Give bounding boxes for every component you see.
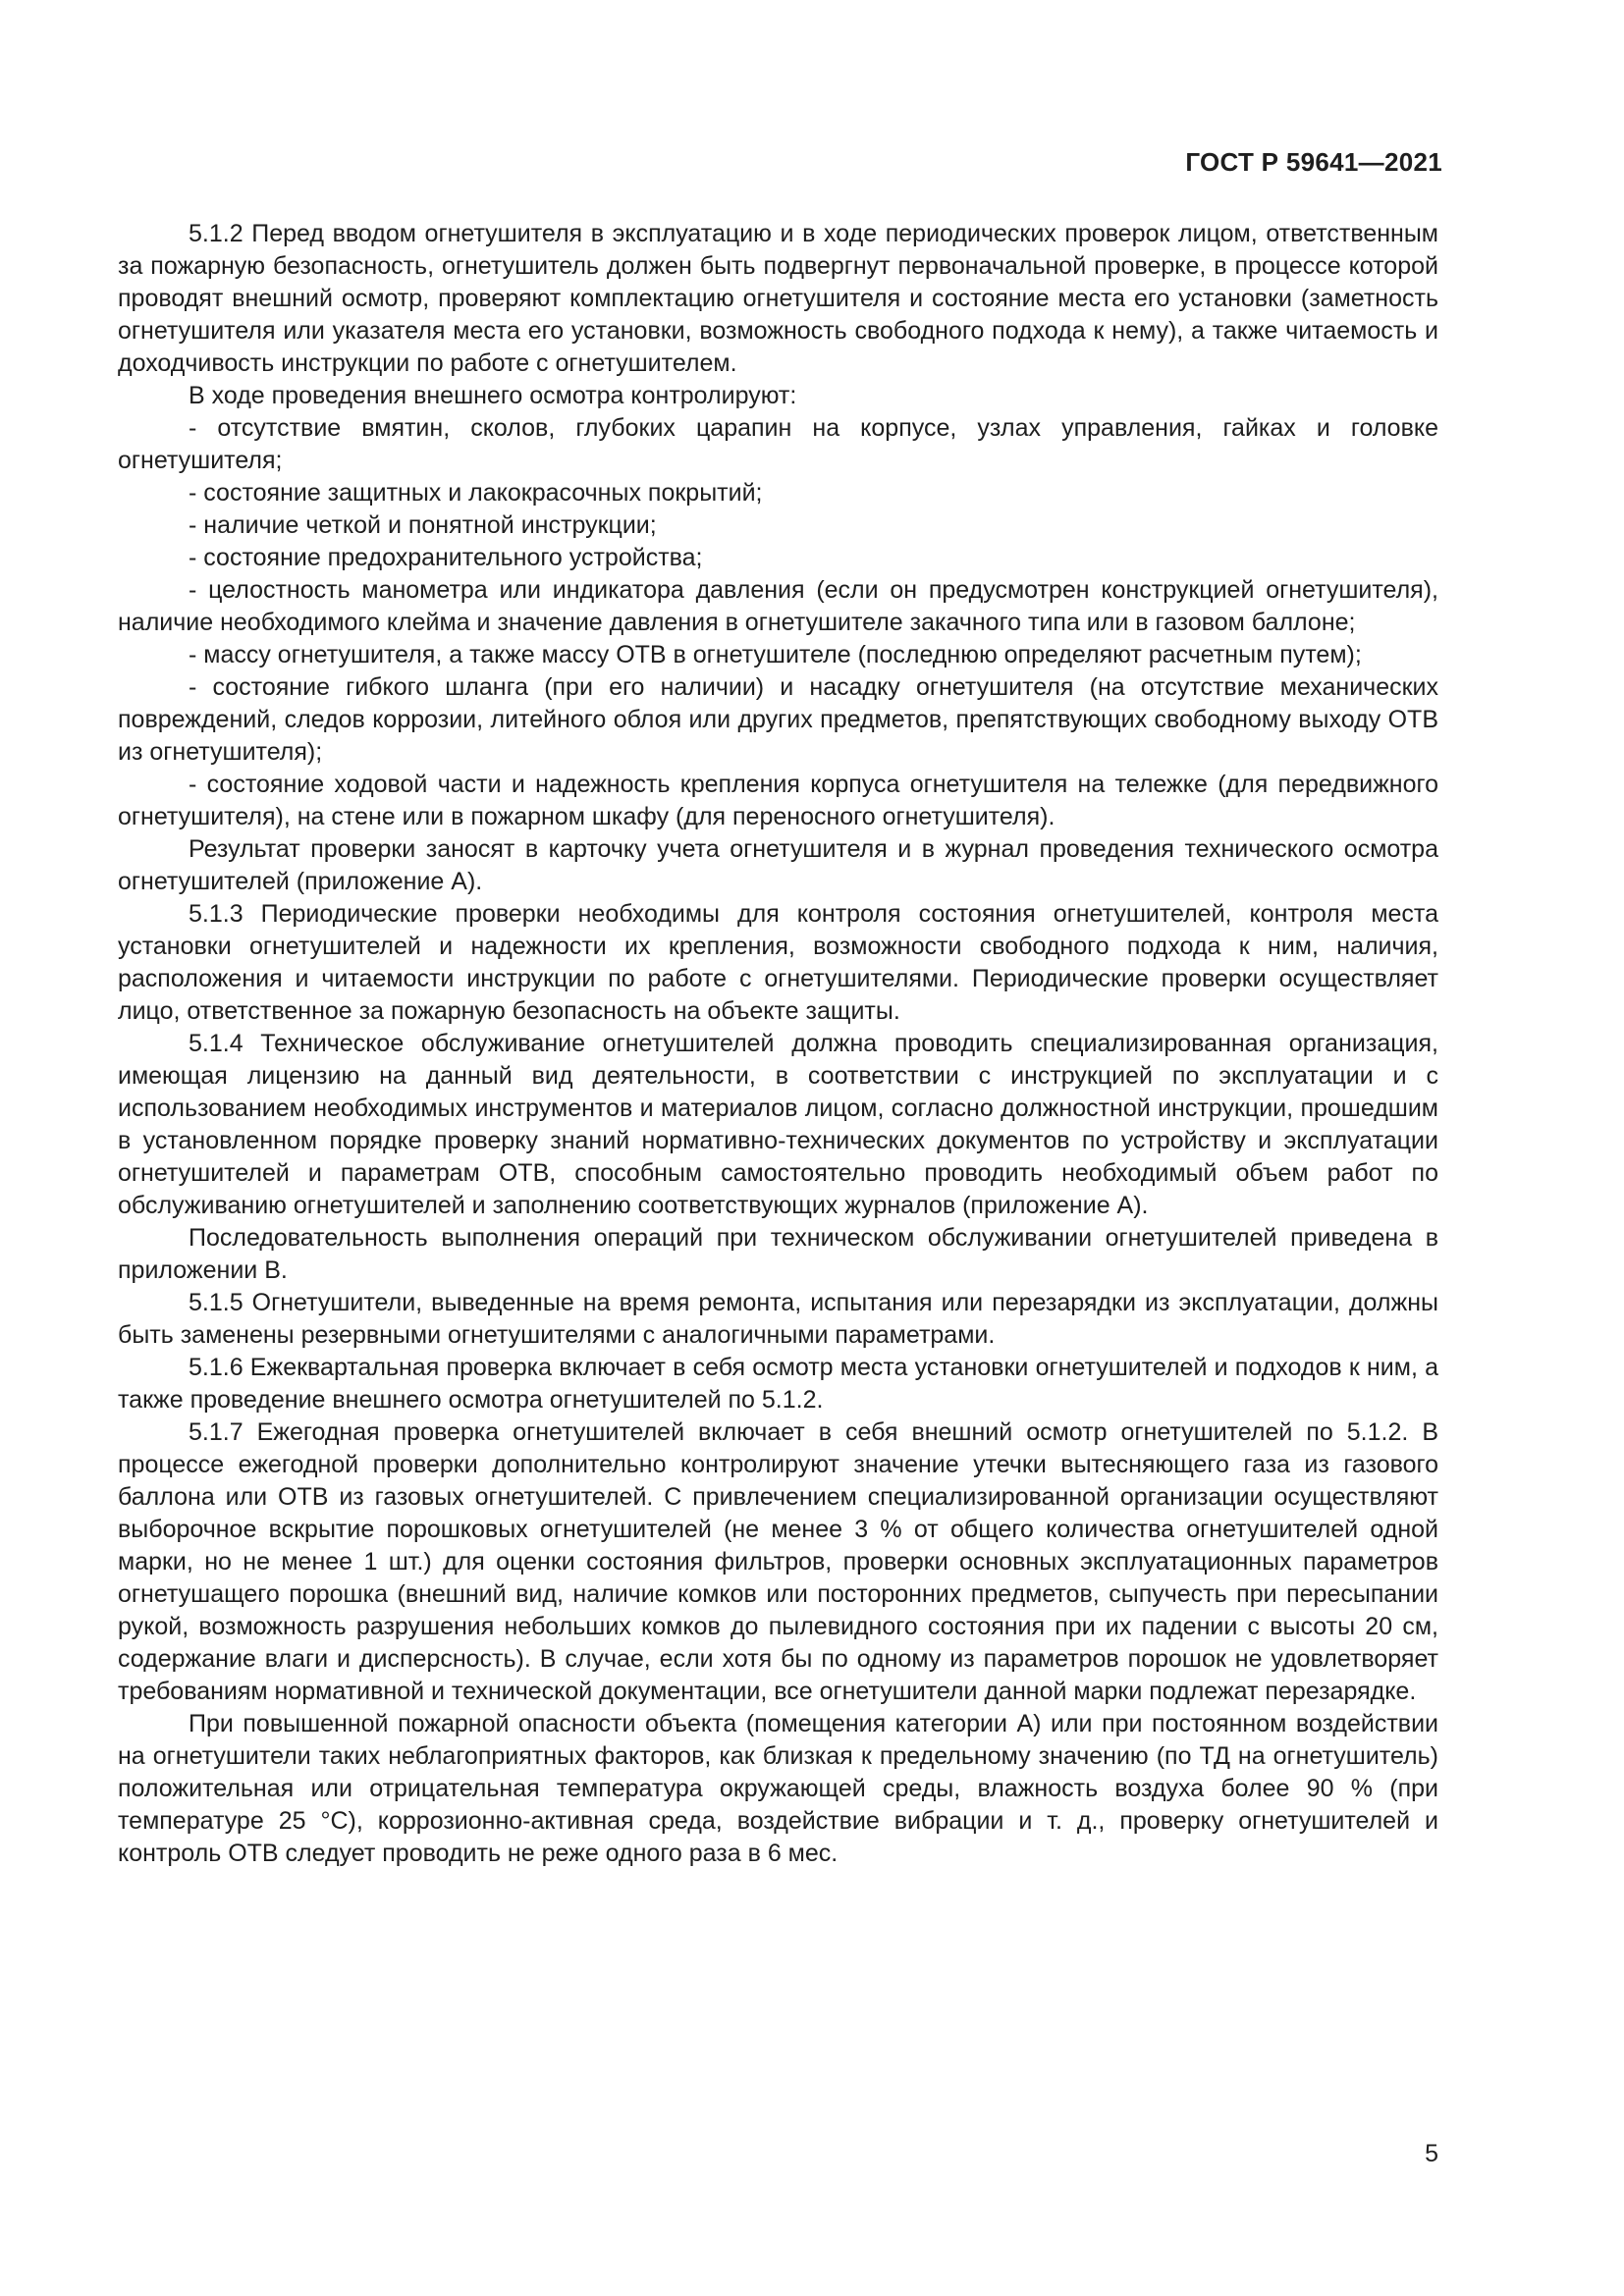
list-item-coatings: - состояние защитных и лакокрасочных покрытий;: [189, 479, 763, 507]
paragraph-5-1-4: 5.1.4 Техническое обслуживание огнетушителей должна проводить специализированная организация, имеющая лицензию на данный вид деятельности, в соответствии с инструкцией по эксплуатации и с использованием необходимых инструментов и материалов лицом, согласно должностной инструкции, прошедшим в установленном порядке проверку знаний нормативно-технических документов по устройству и эксплуатации огнетушителей и параметрам ОТВ, способным самостоятельно проводить необходимый объем работ по обслуживанию огнетушителей и заполнению соответствующих журналов (приложение А).: [118, 1030, 1438, 1219]
paragraph-5-1-3: 5.1.3 Периодические проверки необходимы для контроля состояния огнетушителей, контроля места установки огнетушителей и надежности их крепления, возможности свободного подхода к ним, наличия, расположения и читаемости инструкции по работе с огнетушителями. Периодические проверки осуществляет лицо, ответственное за пожарную безопасность на объекте защиты.: [118, 900, 1438, 1025]
document-code-header: ГОСТ Р 59641—2021: [1185, 147, 1442, 177]
list-item-mounting: - состояние ходовой части и надежность крепления корпуса огнетушителя на тележке (для передвижного огнетушителя), на стене или в пожарном шкафу (для переносного огнетушителя).: [118, 771, 1438, 830]
paragraph-5-1-7: 5.1.7 Ежегодная проверка огнетушителей включает в себя внешний осмотр огнетушителей по 5.1.2. В процессе ежегодной проверки дополнительно контролируют значение утечки вытесняющего газа из газового баллона или ОТВ из газовых огнетушителей. С привлечением специализированной организации осуществляют выборочное вскрытие порошковых огнетушителей (не менее 3 % от общего количества огнетушителей одной марки, но не менее 1 шт.) для оценки состояния фильтров, проверки основных эксплуатационных параметров огнетушащего порошка (внешний вид, наличие комков или посторонних предметов, сыпучесть при пересыпании рукой, возможность разрушения небольших комков до пылевидного состояния при их падении с высоты 20 см, содержание влаги и дисперсность). В случае, если хотя бы по одному из параметров порошок не удовлетворяет требованиям нормативной и технической документации, все огнетушители данной марки подлежат перезарядке.: [118, 1418, 1438, 1705]
paragraph-sequence: Последовательность выполнения операций при техническом обслуживании огнетушителей приведена в приложении В.: [118, 1224, 1438, 1284]
list-item-manometer: - целостность манометра или индикатора давления (если он предусмотрен конструкцией огнетушителя), наличие необходимого клейма и значение давления в огнетушителе закачного типа или в газовом баллоне;: [118, 576, 1438, 636]
document-body: [118, 218, 1438, 1870]
page-number: 5: [1425, 2140, 1438, 2167]
paragraph-high-risk: При повышенной пожарной опасности объекта (помещения категории А) или при постоянном воздействии на огнетушители таких неблагоприятных факторов, как близкая к предельному значению (по ТД на огнетушитель) положительная или отрицательная температура окружающей среды, влажность воздуха более 90 % (при температуре 25 °C), коррозионно-активная среда, воздействие вибрации и т. д., проверку огнетушителей и контроль ОТВ следует проводить не реже одного раза в 6 мес.: [118, 1710, 1438, 1867]
list-item-safety-device: - состояние предохранительного устройства;: [189, 544, 703, 571]
paragraph-5-1-2: 5.1.2 Перед вводом огнетушителя в эксплуатацию и в ходе периодических проверок лицом, ответственным за пожарную безопасность, огнетушитель должен быть подвергнут первоначальной проверке, в процессе которой проводят внешний осмотр, проверяют комплектацию огнетушителя и состояние места его установки (заметность огнетушителя или указателя места его установки, возможность свободного подхода к нему), а также читаемость и доходчивость инструкции по работе с огнетушителем.: [118, 220, 1438, 377]
paragraph-5-1-5: 5.1.5 Огнетушители, выведенные на время ремонта, испытания или перезарядки из эксплуатации, должны быть заменены резервными огнетушителями с аналогичными параметрами.: [118, 1289, 1438, 1349]
list-item-instructions: - наличие четкой и понятной инструкции;: [189, 511, 657, 539]
paragraph-inspection-intro: В ходе проведения внешнего осмотра контролируют:: [189, 382, 797, 409]
list-item-mass: - массу огнетушителя, а также массу ОТВ в огнетушителе (последнюю определяют расчетным путем);: [189, 641, 1362, 668]
paragraph-5-1-6: 5.1.6 Ежеквартальная проверка включает в себя осмотр места установки огнетушителей и подходов к ним, а также проведение внешнего осмотра огнетушителей по 5.1.2.: [118, 1354, 1438, 1414]
list-item-hose: - состояние гибкого шланга (при его наличии) и насадку огнетушителя (на отсутствие механических повреждений, следов коррозии, литейного облоя или других предметов, препятствующих свободному выходу ОТВ из огнетушителя);: [118, 673, 1438, 766]
paragraph-result: Результат проверки заносят в карточку учета огнетушителя и в журнал проведения технического осмотра огнетушителей (приложение А).: [118, 835, 1438, 895]
list-item-dents: - отсутствие вмятин, сколов, глубоких царапин на корпусе, узлах управления, гайках и головке огнетушителя;: [118, 414, 1438, 474]
